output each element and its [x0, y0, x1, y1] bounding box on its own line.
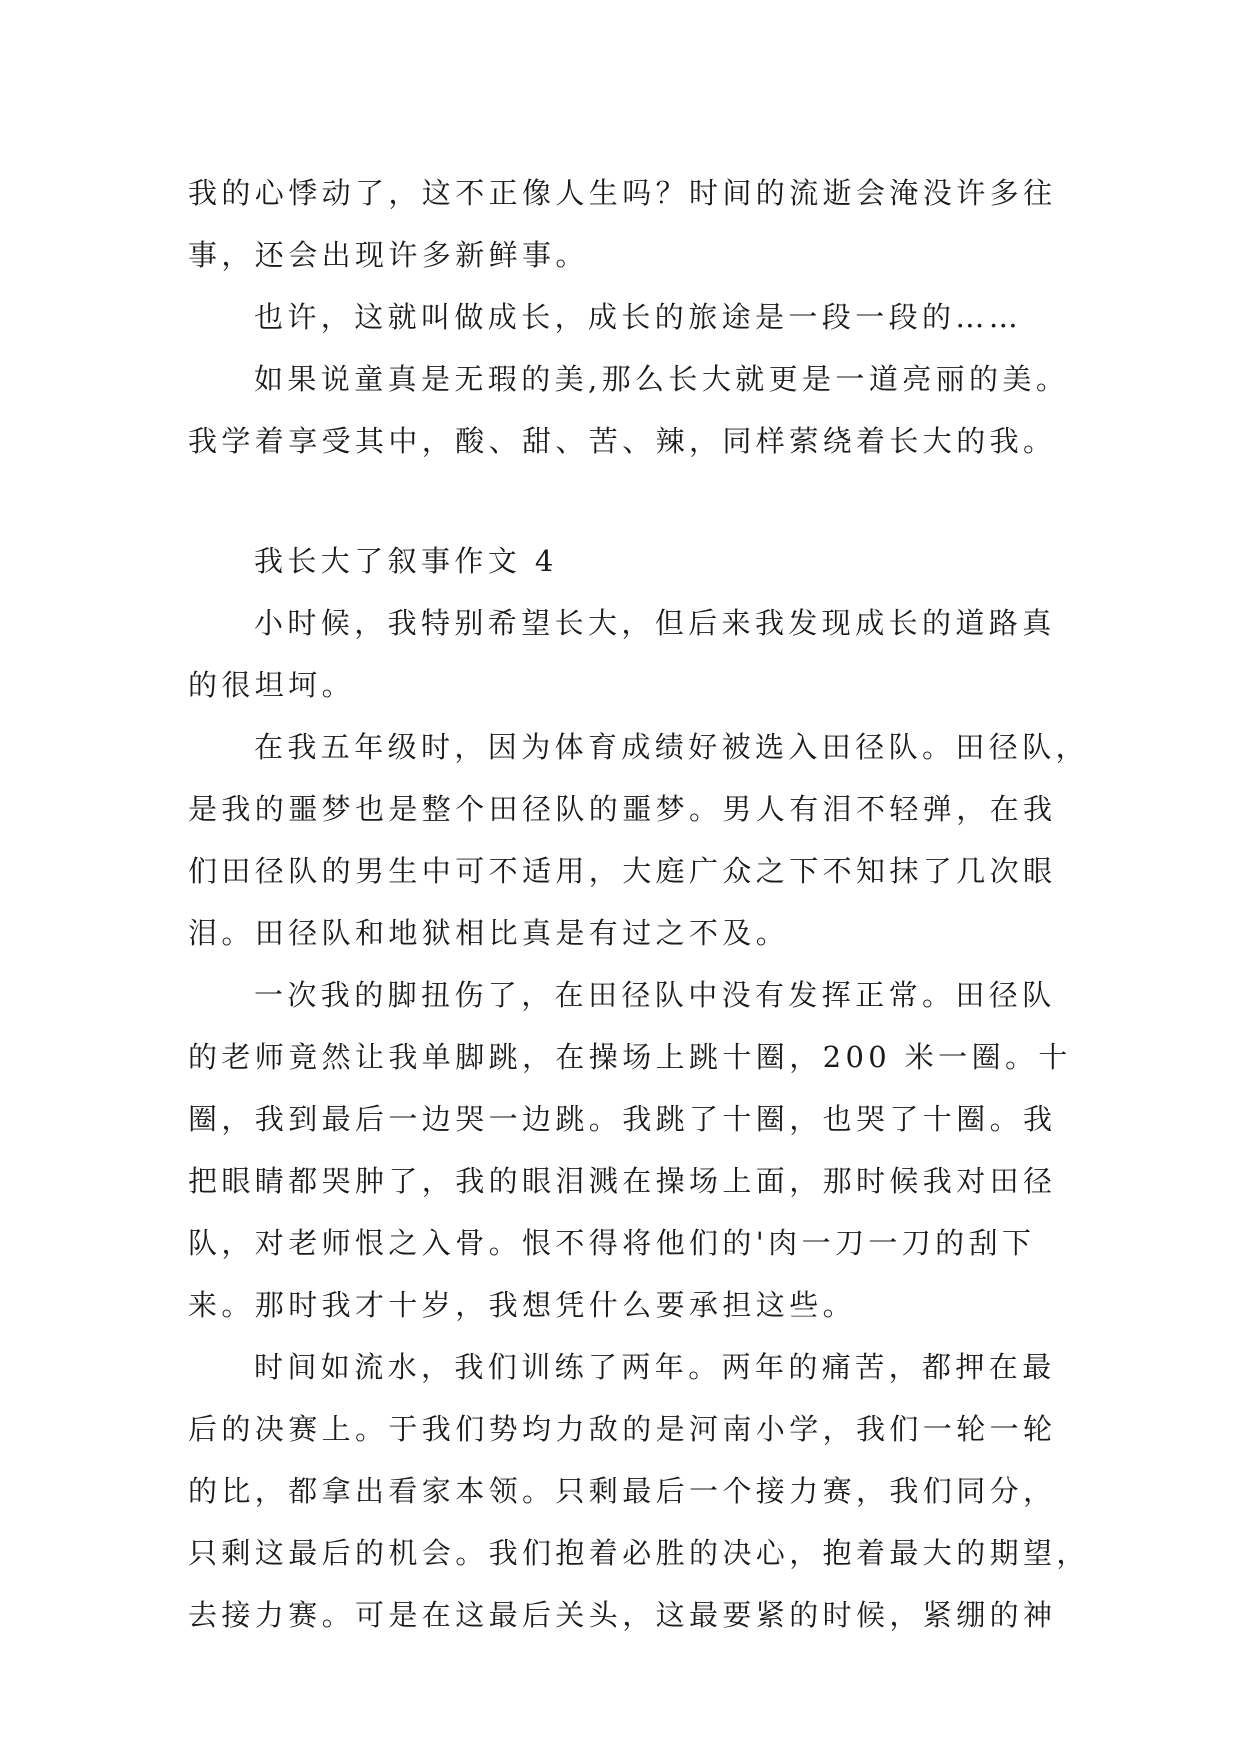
text-line: 我的心悸动了，这不正像人生吗？时间的流逝会淹没许多往 [188, 176, 1057, 210]
text-line: 圈，我到最后一边哭一边跳。我跳了十圈，也哭了十圈。我 [188, 1102, 1057, 1136]
text-line: 也许，这就叫做成长，成长的旅途是一段一段的…… [254, 300, 1023, 334]
text-line: 我学着享受其中，酸、甜、苦、辣，同样萦绕着长大的我。 [188, 424, 1057, 458]
text-line: 后的决赛上。于我们势均力敌的是河南小学，我们一轮一轮 [188, 1412, 1057, 1446]
text-line: 的很坦坷。 [188, 668, 356, 702]
text-line: 在我五年级时，因为体育成绩好被选入田径队。田径队， [254, 730, 1090, 764]
text-line: 是我的噩梦也是整个田径队的噩梦。男人有泪不轻弹，在我 [188, 792, 1057, 826]
text-line: 如果说童真是无瑕的美,那么长大就更是一道亮丽的美。 [254, 362, 1070, 396]
text-line: 一次我的脚扭伤了，在田径队中没有发挥正常。田径队 [254, 978, 1056, 1012]
section-heading: 我长大了叙事作文 4 [254, 544, 558, 578]
text-line: 小时候，我特别希望长大，但后来我发现成长的道路真 [254, 606, 1056, 640]
paragraph-gap [188, 472, 1068, 530]
text-line: 来。那时我才十岁，我想凭什么要承担这些。 [188, 1288, 857, 1322]
text-line: 的比，都拿出看家本领。只剩最后一个接力赛，我们同分， [188, 1474, 1057, 1508]
text-line: 去接力赛。可是在这最后关头，这最要紧的时候，紧绷的神 [188, 1598, 1057, 1632]
text-line: 事，还会出现许多新鲜事。 [188, 238, 589, 272]
text-line: 把眼睛都哭肿了，我的眼泪溅在操场上面，那时候我对田径 [188, 1164, 1057, 1198]
essay-body [188, 162, 1090, 1646]
text-line: 时间如流水，我们训练了两年。两年的痛苦，都押在最 [254, 1350, 1056, 1384]
text-line: 泪。田径队和地狱相比真是有过之不及。 [188, 916, 790, 950]
text-line: 的老师竟然让我单脚跳，在操场上跳十圈，200 米一圈。十 [188, 1040, 1072, 1074]
text-line: 只剩这最后的机会。我们抱着必胜的决心，抱着最大的期望， [188, 1536, 1090, 1570]
text-line: 们田径队的男生中可不适用，大庭广众之下不知抹了几次眼 [188, 854, 1057, 888]
text-line: 队，对老师恨之入骨。恨不得将他们的'肉一刀一刀的刮下 [188, 1226, 1036, 1260]
